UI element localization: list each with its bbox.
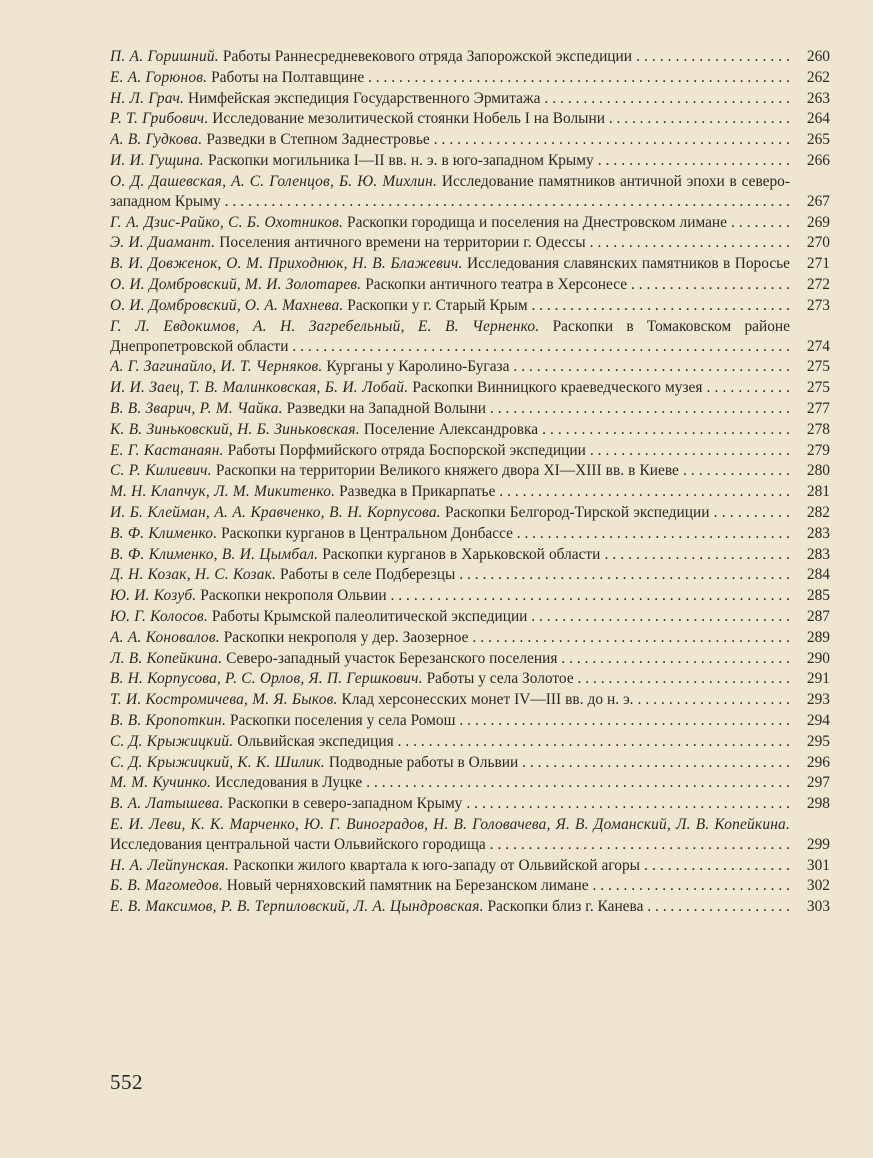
- toc-page-number: 262: [806, 68, 830, 86]
- toc-entry: [110, 213, 830, 233]
- toc-entry: [110, 545, 830, 565]
- toc-entry: [110, 773, 830, 793]
- toc-page-number: 272: [806, 275, 830, 293]
- toc-title: Поселение Александровка . . .: [110, 421, 790, 440]
- toc-page-number: 284: [806, 566, 830, 584]
- toc-authors: Ю. Г. Колосов.: [110, 607, 208, 625]
- toc-entry: [110, 586, 830, 606]
- toc-authors: М. Н. Клапчук, Л. М. Микитенко.: [110, 483, 336, 501]
- toc-entry-text: [110, 233, 790, 253]
- toc-page-number: 273: [806, 296, 830, 314]
- toc-entry: [110, 130, 830, 150]
- toc-authors: Е. И. Леви, К. К. Марченко, Ю. Г. Виноградов, Н. В. Головачева, Я. В. Доманский, Л. В. Копейкина.: [110, 815, 790, 833]
- toc-title: Клад херсонесских монет IV—III вв. до н. э. . . .: [110, 691, 790, 710]
- toc-entry: [110, 233, 830, 253]
- toc-title: Раскопки античного театра в Херсонесе . . .: [110, 276, 790, 295]
- toc-title: Раскопки в северо-западном Крыму . . .: [110, 795, 790, 814]
- toc-entry-text: [110, 607, 790, 627]
- toc-page-number: 263: [806, 89, 830, 107]
- toc-entry: [110, 897, 830, 917]
- toc-page-number: 274: [806, 337, 830, 355]
- toc-entry: [110, 441, 830, 461]
- toc-entry: [110, 482, 830, 502]
- toc-entry: [110, 815, 830, 855]
- toc-title: Раскопки городища и поселения на Днестровском лимане . . .: [110, 214, 790, 233]
- toc-authors: А. Г. Загинайло, И. Т. Черняков.: [110, 358, 323, 376]
- toc-entry: [110, 649, 830, 669]
- toc-authors: В. А. Латышева.: [110, 795, 224, 813]
- toc-authors: Е. Г. Кастанаян.: [110, 441, 224, 459]
- toc-entry: [110, 690, 830, 710]
- toc-authors: Е. В. Максимов, Р. В. Терпиловский, Л. А. Цындровская.: [110, 898, 484, 916]
- toc-entry-text: [110, 669, 790, 689]
- toc-page-number: 264: [806, 110, 830, 128]
- toc-entry-text: [110, 254, 790, 274]
- toc-entry-text: [110, 794, 790, 814]
- toc-entry: [110, 47, 830, 67]
- toc-authors: И. Б. Клейман, А. А. Кравченко, В. Н. Корпусова.: [110, 503, 441, 521]
- toc-entry: [110, 275, 830, 295]
- toc-entry-text: [110, 420, 790, 440]
- toc-entry-text: [110, 68, 790, 88]
- toc-page-number: 271: [806, 255, 830, 273]
- toc-authors: Ю. И. Козуб.: [110, 587, 197, 605]
- toc-entry-text: [110, 545, 790, 565]
- toc-page-number: 294: [806, 711, 830, 729]
- toc-entry: [110, 357, 830, 377]
- toc-authors: В. Ф. Клименко, В. И. Цымбал.: [110, 545, 319, 563]
- toc-entry-text: [110, 773, 790, 793]
- toc-authors: Э. И. Диамант.: [110, 234, 216, 252]
- toc-authors: Г. А. Дзис-Райко, С. Б. Охотников.: [110, 213, 344, 231]
- toc-title: Раскопки могильника I—II вв. н. э. в юго-западном Крыму . . .: [110, 152, 790, 171]
- toc-page-number: 291: [806, 670, 830, 688]
- toc-entry: [110, 254, 830, 274]
- toc-entry-text: [110, 378, 790, 398]
- toc-title: Разведки на Западной Волыни . . .: [110, 400, 790, 419]
- toc-entry-text: [110, 711, 790, 731]
- toc-title: Курганы у Каролино-Бугаза . . .: [110, 358, 790, 377]
- toc-title: Работы в селе Подберезцы . . .: [110, 566, 790, 585]
- toc-entry-text: [110, 275, 790, 295]
- toc-page-number: 283: [806, 545, 830, 563]
- toc-authors: Т. И. Костромичева, М. Я. Быков.: [110, 691, 338, 709]
- toc-page-number: 275: [806, 358, 830, 376]
- toc-authors: В. Ф. Клименко.: [110, 524, 218, 542]
- toc-entry-text: [110, 151, 790, 171]
- toc-page-number: 298: [806, 795, 830, 813]
- toc-entry: [110, 461, 830, 481]
- toc-entry-text: [110, 47, 790, 67]
- toc-entry-text: [110, 649, 790, 669]
- toc-entry-text: [110, 109, 790, 129]
- toc-title: Северо-западный участок Березанского поселения . . .: [110, 650, 790, 669]
- toc-entry-text: [110, 753, 790, 773]
- toc-authors: С. Р. Килиевич.: [110, 462, 212, 480]
- toc-entry-text: [110, 296, 790, 316]
- toc-authors: Н. Л. Грач.: [110, 89, 185, 107]
- toc-page-number: 260: [806, 48, 830, 65]
- toc-page-number: 289: [806, 628, 830, 646]
- toc-title: Исследования славянских памятников в Поросье . . .: [110, 255, 790, 274]
- toc-authors: О. Д. Дашевская, А. С. Голенцов, Б. Ю. Михлин.: [110, 172, 438, 190]
- toc-title: Поселения античного времени на территории г. Одессы . . .: [110, 234, 790, 253]
- toc-authors: А. А. Коновалов.: [110, 628, 220, 646]
- toc-title: Раскопки на территории Великого княжего двора XI—XIII вв. в Киеве . . .: [110, 462, 790, 481]
- toc-entry-text: [110, 565, 790, 585]
- toc-page-number: 265: [806, 131, 830, 149]
- toc-page-number: 270: [806, 234, 830, 252]
- toc-authors: Д. Н. Козак, Н. С. Козак.: [110, 566, 277, 584]
- toc-page-number: 293: [806, 691, 830, 709]
- toc-title: Новый черняховский памятник на Березанском лимане . . .: [110, 877, 790, 896]
- toc-authors: А. В. Гудкова.: [110, 131, 203, 149]
- toc-title: Ольвийская экспедиция . . .: [110, 733, 790, 752]
- toc-entry-text: [110, 524, 790, 544]
- toc-entry: [110, 856, 830, 876]
- toc-authors: С. Д. Крыжицкий.: [110, 732, 234, 750]
- toc-title: Работы Крымской палеолитической экспедиции . . .: [110, 608, 790, 627]
- toc-title: Работы у села Золотое . . .: [110, 670, 790, 689]
- toc-title: Раскопки близ г. Канева . . .: [110, 898, 790, 917]
- toc-entry-text: [110, 130, 790, 150]
- toc-entry: [110, 628, 830, 648]
- toc-title: Раскопки некрополя у дер. Заозерное . . .: [110, 629, 790, 648]
- toc-authors: И. И. Гущина.: [110, 151, 204, 169]
- toc-entry: [110, 794, 830, 814]
- toc-title: Раскопки в Томаковском районе Днепропетровской области . . .: [110, 318, 790, 357]
- toc-page-number: 275: [806, 379, 830, 397]
- toc-page-number: 299: [806, 835, 830, 853]
- toc-entry-text: [110, 317, 790, 357]
- toc-entry: [110, 753, 830, 773]
- toc-page-number: 278: [806, 420, 830, 438]
- toc-entry-text: [110, 441, 790, 461]
- toc-entry: [110, 151, 830, 171]
- toc-title: Раскопки жилого квартала к юго-западу от Ольвийской агоры . . .: [110, 857, 790, 876]
- toc-entry: [110, 109, 830, 129]
- toc-title: Разведки в Степном Заднестровье . . .: [110, 131, 790, 150]
- toc-entry-text: [110, 461, 790, 481]
- toc-title: Раскопки курганов в Центральном Донбассе . . .: [110, 525, 790, 544]
- toc-authors: Н. А. Лейпунская.: [110, 856, 230, 874]
- toc-title: Подводные работы в Ольвии . . .: [110, 754, 790, 773]
- toc-entry: [110, 420, 830, 440]
- toc-authors: Е. А. Горюнов.: [110, 68, 208, 86]
- toc-authors: В. И. Довженок, О. М. Приходнюк, Н. В. Блажевич.: [110, 255, 463, 273]
- toc-entry: [110, 317, 830, 357]
- toc-page-number: 287: [806, 607, 830, 625]
- toc-title: Раскопки Винницкого краеведческого музея . . .: [110, 379, 790, 398]
- toc-entry-text: [110, 856, 790, 876]
- toc-authors: И. И. Заец, Т. В. Малинковская, Б. И. Лобай.: [110, 379, 409, 397]
- toc-page-number: 296: [806, 753, 830, 771]
- toc-entry: [110, 732, 830, 752]
- toc-title: Разведка в Прикарпатье . . .: [110, 483, 790, 502]
- toc-page-number: 290: [806, 649, 830, 667]
- toc-title: Работы Раннесредневекового отряда Запорожской экспедиции . . .: [110, 48, 790, 67]
- toc-authors: Б. В. Магомедов.: [110, 877, 223, 895]
- toc-authors: Р. Т. Грибович.: [110, 110, 209, 128]
- toc-entry: [110, 711, 830, 731]
- toc-title: Раскопки поселения у села Ромош . . .: [110, 712, 790, 731]
- toc-authors: О. И. Домбровский, О. А. Махнева.: [110, 296, 344, 314]
- toc-entry: [110, 378, 830, 398]
- toc-entry: [110, 503, 830, 523]
- toc-authors: П. А. Горишний.: [110, 48, 219, 65]
- toc-page-number: 285: [806, 587, 830, 605]
- toc-title: Нимфейская экспедиция Государственного Эрмитажа . . .: [110, 90, 790, 109]
- toc-title: Раскопки Белгород-Тирской экспедиции . . .: [110, 504, 790, 523]
- page-number: 552: [110, 1070, 143, 1094]
- toc-entry: [110, 296, 830, 316]
- toc-title: Исследование мезолитической стоянки Нобель I на Волыни . . .: [110, 110, 790, 129]
- toc-authors: О. И. Домбровский, М. И. Золотарев.: [110, 275, 362, 293]
- toc-authors: С. Д. Крыжицкий, К. К. Шилик.: [110, 753, 325, 771]
- toc-title: Исследования в Луцке . . .: [110, 774, 790, 793]
- toc-page-number: 269: [806, 213, 830, 231]
- toc-authors: Г. Л. Евдокимов, А. Н. Загребельный, Е. В. Черненко.: [110, 317, 540, 335]
- toc-page-number: 277: [806, 399, 830, 417]
- toc-entry: [110, 68, 830, 88]
- table-of-contents: [110, 47, 830, 918]
- toc-entry-text: [110, 897, 790, 917]
- toc-title: Работы Порфмийского отряда Боспорской экспедиции . . .: [110, 442, 790, 461]
- toc-title: Работы на Полтавщине . . .: [110, 69, 790, 88]
- toc-page-number: 302: [806, 877, 830, 895]
- toc-entry: [110, 669, 830, 689]
- toc-entry-text: [110, 815, 790, 855]
- toc-entry: [110, 89, 830, 109]
- toc-authors: В. В. Кропоткин.: [110, 711, 227, 729]
- toc-entry-text: [110, 172, 790, 212]
- toc-entry: [110, 607, 830, 627]
- toc-page-number: 279: [806, 441, 830, 459]
- toc-entry-text: [110, 586, 790, 606]
- toc-title: Исследование памятников античной эпохи в северо-западном Крыму . . .: [110, 173, 790, 212]
- toc-authors: К. В. Зиньковский, Н. Б. Зиньковская.: [110, 420, 360, 438]
- toc-page-number: 295: [806, 732, 830, 750]
- toc-entry-text: [110, 89, 790, 109]
- toc-page-number: 301: [806, 856, 830, 874]
- toc-authors: М. М. Кучинко.: [110, 774, 212, 792]
- toc-page-number: 283: [806, 524, 830, 542]
- toc-entry-text: [110, 732, 790, 752]
- toc-entry: [110, 565, 830, 585]
- toc-page-number: 282: [806, 503, 830, 521]
- toc-title: Раскопки у г. Старый Крым . . .: [110, 297, 790, 316]
- toc-entry-text: [110, 876, 790, 896]
- toc-entry: [110, 524, 830, 544]
- toc-entry-text: [110, 690, 790, 710]
- toc-page-number: 297: [806, 774, 830, 792]
- toc-entry-text: [110, 628, 790, 648]
- toc-page-number: 280: [806, 462, 830, 480]
- toc-page-number: 303: [806, 898, 830, 916]
- toc-title: Раскопки курганов в Харьковской области . . .: [110, 546, 790, 565]
- toc-page-number: 267: [806, 192, 830, 210]
- toc-entry-text: [110, 482, 790, 502]
- toc-entry-text: [110, 213, 790, 233]
- toc-entry-text: [110, 399, 790, 419]
- toc-entry: [110, 876, 830, 896]
- toc-authors: В. В. Зварич, Р. М. Чайка.: [110, 399, 283, 417]
- toc-title: Раскопки некрополя Ольвии . . .: [110, 587, 790, 606]
- toc-authors: В. Н. Корпусова, Р. С. Орлов, Я. П. Гершкович.: [110, 670, 423, 688]
- toc-title: Исследования центральной части Ольвийского городища . . .: [110, 836, 790, 855]
- toc-page-number: 266: [806, 151, 830, 169]
- toc-entry-text: [110, 357, 790, 377]
- toc-page-number: 281: [806, 483, 830, 501]
- toc-entry-text: [110, 503, 790, 523]
- toc-entry: [110, 172, 830, 212]
- toc-authors: Л. В. Копейкина.: [110, 649, 223, 667]
- toc-entry: [110, 399, 830, 419]
